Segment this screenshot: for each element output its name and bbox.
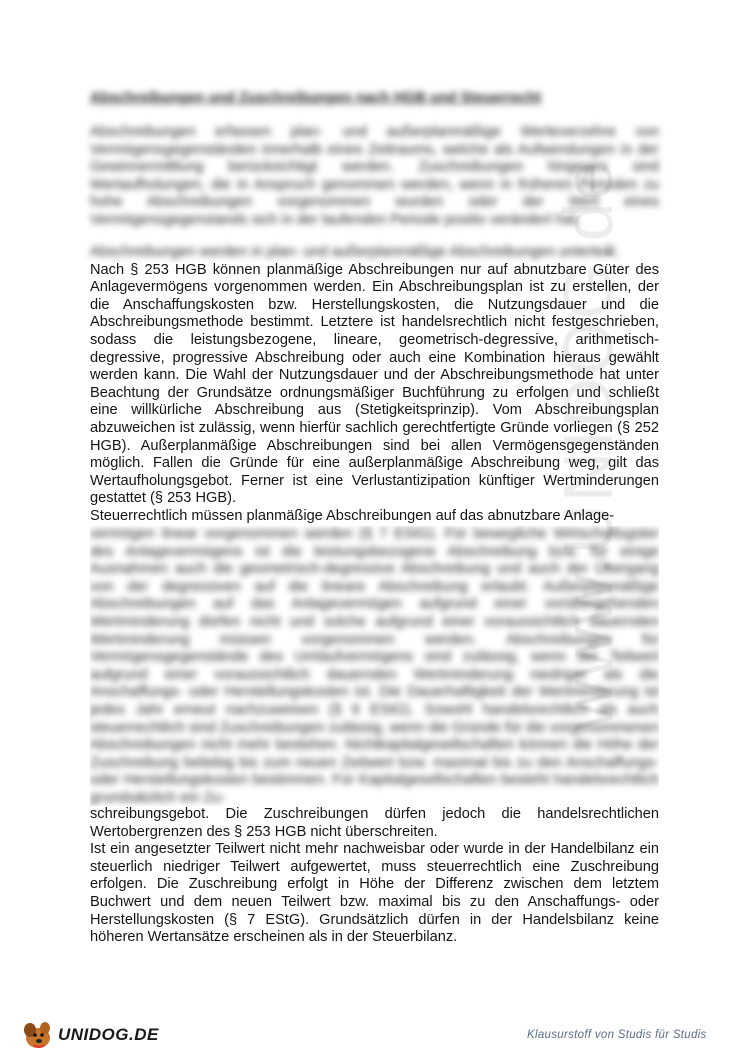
logo-text: UNIDOG.DE [58,1025,159,1044]
paragraph-tax-blurred: vermögen linear vorgenommen werden (§ 7 EStG). Für bewegliche Wirtschaftsgüter des Anlagevermögens ist die leistungsbezogene Abschreibung bzw. für einige Ausnahmen auch die geometrisch-degressive Abschreibung und auch der Übergang von der degressiven auf die lineare Abschreibung erlaubt. Außerplanmäßige Abschreibungen auf das Anlagevermögen aufgrund einer vorübergehenden Wertminderung dürfen nicht und solche aufgrund einer voraussichtlich dauernden Wertminderung müssen vorgenommen werden. Abschreibungen für Vermögensgegenstände des Umlaufvermögens sind zulässig, wenn der Teilwert aufgrund einer voraussichtlich dauernden Wertminderung niedriger als die Anschaffungs- oder Herstellungskosten ist. Die Dauerhaftigkeit der Wertminderung ist jedes Jahr erneut nachzuweisen (§ 6 EStG). Sowohl handelsrechtlich als auch steuerrechtlich sind Zuschreibungen zulässig, wenn die Gründe für die vorgenommenen Abschreibungen nicht mehr bestehen. Nichtkapitalgesellschaften können die Höhe der Zuschreibung beliebig bis zum neuen Zeitwert bzw. maximal bis zu den Anschaffungs- oder Herstellungskosten bestimmen. Für Kapitalgesellschaften besteht handelsrechtlich grundsätzlich ein Zu- [90,526,659,806]
paragraph-blurred-line: Abschreibungen werden in plan- und außerplanmäßige Abschreibungen unterteilt. [90,244,619,260]
paragraph-hgb: Nach § 253 HGB können planmäßige Abschreibungen nur auf abnutzbare Güter des Anlagevermögens vorgenommen werden. Ein Abschreibungsplan ist zu erstellen, der die Anschaffungskosten bzw. Herstellungskosten, die Nutzungsdauer und die Abschreibungsmethode bestimmt. Letztere ist handelsrechtlich nicht festgeschrieben, sodass die leistungsbezogene, lineare, geometrisch-degressive, arithmetisch-degressive, progressive Abschreibung oder auch eine Kombination hieraus gewählt werden kann. Die Wahl der Nutzungsdauer und der Abschreibungsmethode hat unter Beachtung der Grundsätze ordnungsmäßiger Buchführung zu erfolgen und schließt eine willkürliche Abschreibung aus (Stetigkeitsprinzip). Vom Abschreibungsplan abzuweichen ist zulässig, wenn hierfür sachlich gerechtfertigte Gründe vorliegen (§ 252 HGB). Außerplanmäßige Abschreibungen sind bei allen Vermögensgegenständen möglich. Fallen die Gründe für eine außerplanmäßige Abschreibung weg, gilt das Wertaufholungsgebot. Ferner ist eine Verlustantizipation künftiger Wertminderungen gestattet (§ 253 HGB). [90,261,659,507]
body-section-hgb [90,244,659,526]
dog-icon [18,1018,56,1052]
intro-paragraph: Abschreibungen erfassen plan- und außerplanmäßige Werteverzehre von Vermögensgegenständen innerhalb eines Zeitraums, welche als Aufwendungen in der Gewinnermittlung berücksichtigt werden. Zuschreibungen hingegen sind Wertaufholungen, die in Anspruch genommen werden, wenn in früheren Perioden zu hohe Abschreibungen vorgenommen wurden oder der Wert eines Vermögensgegenstands sich in der laufenden Periode positiv verändert hat. [90,124,659,228]
paragraph-zuschreibung: schreibungsgebot. Die Zuschreibungen dürfen jedoch die handelsrechtlichen Wertobergrenzen des § 253 HGB nicht überschreiten. [90,806,659,840]
document-title: Abschreibungen und Zuschreibungen nach HGB und Steuerrecht [90,90,542,106]
blurred-section [90,526,659,806]
body-section-end [90,806,659,947]
paragraph-teilwert: Ist ein angesetzter Teilwert nicht mehr nachweisbar oder wurde in der Handelbilanz ein steuerlich niedriger Teilwert aufgewertet, muss steuerrechtlich eine Zuschreibung erfolgen. Die Zuschreibung erfolgt in Höhe der Differenz zwischen dem letztem Buchwert und dem neuen Teilwert bzw. maximal bis zu den Anschaffungs- oder Herstellungskosten (§ 7 EStG). Grundsätzlich dürfen in der Handelsbilanz keine höheren Wertansätze erscheinen als in der Steuerbilanz. [90,841,659,946]
footer-tagline: Klausurstoff von Studis für Studis [527,1029,707,1041]
paragraph-tax-start: Steuerrechtlich müssen planmäßige Abschreibungen auf das abnutzbare Anlage- [90,507,615,524]
unidog-logo [18,1018,159,1052]
watermark: www.UNIDOG.de [549,159,627,730]
